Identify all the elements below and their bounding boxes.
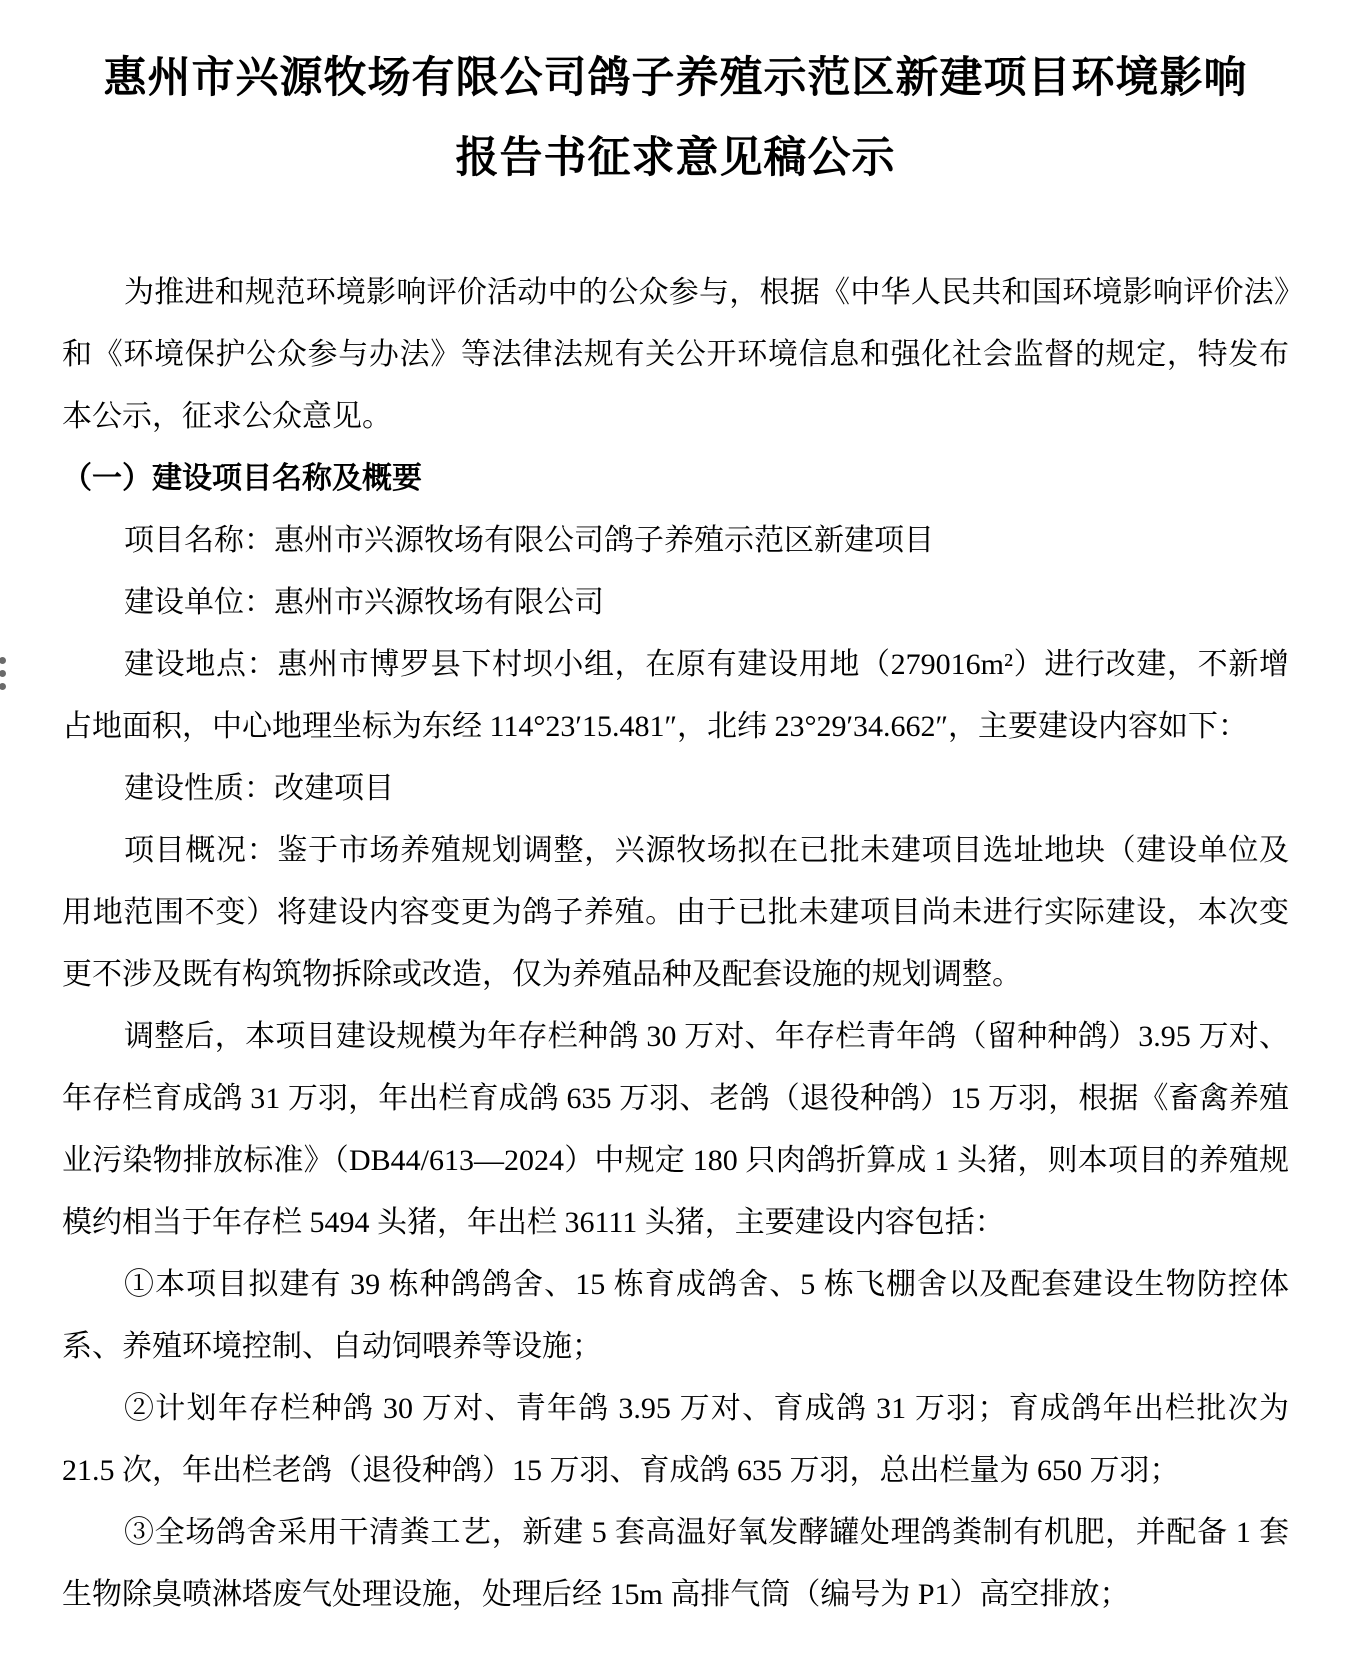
drag-handle-icon[interactable] <box>0 657 9 690</box>
paragraph-project-name: 项目名称：惠州市兴源牧场有限公司鸽子养殖示范区新建项目 <box>124 524 934 557</box>
document-title-line1: 惠州市兴源牧场有限公司鸽子养殖示范区新建项目环境影响 <box>103 54 1248 102</box>
paragraph-construction-unit: 建设单位：惠州市兴源牧场有限公司 <box>124 586 604 619</box>
paragraph-item-2: ②计划年存栏种鸽 30 万对、青年鸽 3.95 万对、育成鸽 31 万羽；育成鸽年出栏批次为 21.5 次，年出栏老鸽（退役种鸽）15 万羽、育成鸽 635 万羽，总出栏量为 650 万羽； <box>62 1392 1289 1487</box>
document-body <box>62 262 1289 1626</box>
paragraph-item-1: ①本项目拟建有 39 栋种鸽鸽舍、15 栋育成鸽舍、5 栋飞棚舍以及配套建设生物防控体系、养殖环境控制、自动饲喂养等设施； <box>62 1268 1289 1363</box>
section-heading-1: （一）建设项目名称及概要 <box>62 462 422 495</box>
document-title-line2: 报告书征求意见稿公示 <box>455 134 896 182</box>
paragraph-project-overview: 项目概况：鉴于市场养殖规划调整，兴源牧场拟在已批未建项目选址地块（建设单位及用地范围不变）将建设内容变更为鸽子养殖。由于已批未建项目尚未进行实际建设，本次变更不涉及既有构筑物拆除或改造，仅为养殖品种及配套设施的规划调整。 <box>62 834 1289 991</box>
paragraph-item-3: ③全场鸽舍采用干清粪工艺，新建 5 套高温好氧发酵罐处理鸽粪制有机肥，并配备 1 套生物除臭喷淋塔废气处理设施，处理后经 15m 高排气筒（编号为 P1）高空排放； <box>62 1516 1289 1611</box>
drag-handle-dot <box>0 657 6 664</box>
paragraph-construction-nature: 建设性质：改建项目 <box>124 772 394 805</box>
paragraph-construction-site: 建设地点：惠州市博罗县下村坝小组，在原有建设用地（279016m²）进行改建，不新增占地面积，中心地理坐标为东经 114°23′15.481″，北纬 23°29′34.662″，主要建设内容如下： <box>62 648 1289 743</box>
paragraph-intro: 为推进和规范环境影响评价活动中的公众参与，根据《中华人民共和国环境影响评价法》和《环境保护公众参与办法》等法律法规有关公开环境信息和强化社会监督的规定，特发布本公示，征求公众意见。 <box>62 276 1289 433</box>
drag-handle-dot <box>0 670 6 677</box>
paragraph-adjusted-scale: 调整后，本项目建设规模为年存栏种鸽 30 万对、年存栏青年鸽（留种种鸽）3.95 万对、年存栏育成鸽 31 万羽，年出栏育成鸽 635 万羽、老鸽（退役种鸽）15 万羽，根据《畜禽养殖业污染物排放标准》（DB44/613—2024）中规定 180 只肉鸽折算成 1 头猪，则本项目的养殖规模约相当于年存栏 5494 头猪，年出栏 36111 头猪，主要建设内容包括： <box>62 1020 1289 1239</box>
document-title <box>62 38 1289 198</box>
drag-handle-dot <box>0 683 6 690</box>
